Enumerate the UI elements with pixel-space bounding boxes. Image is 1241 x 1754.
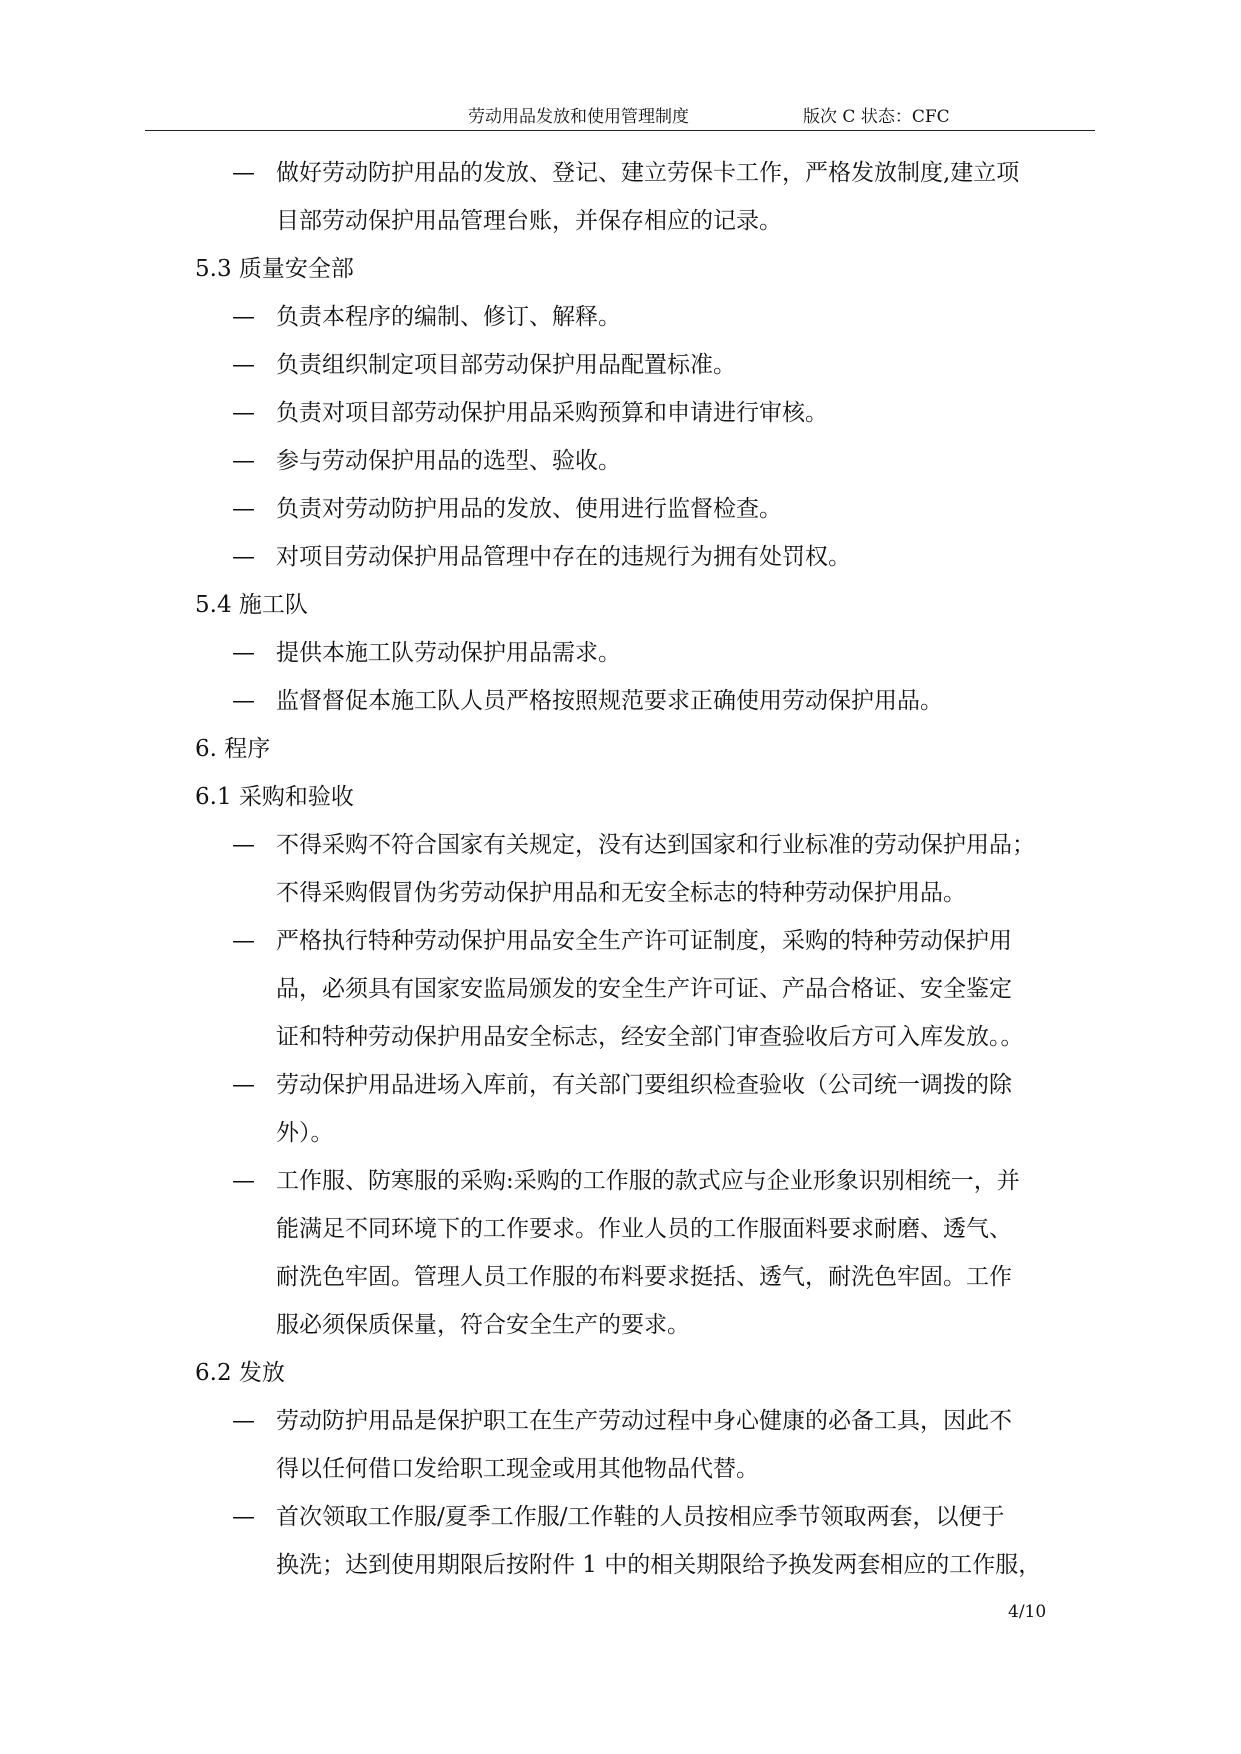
list-item-line: 换洗；达到使用期限后按附件 1 中的相关期限给予换发两套相应的工作服，	[276, 1552, 1042, 1578]
bullet-dash: —	[232, 1408, 255, 1434]
bullet-dash: —	[232, 688, 255, 714]
list-item-line: 参与劳动保护用品的选型、验收。	[276, 448, 621, 474]
list-item-line: 负责组织制定项目部劳动保护用品配置标准。	[276, 352, 736, 378]
list-item-line: 工作服、防寒服的采购:采购的工作服的款式应与企业形象识别相统一，并	[276, 1168, 1020, 1194]
list-item-line: 目部劳动保护用品管理台账，并保存相应的记录。	[276, 208, 782, 234]
bullet-dash: —	[232, 160, 255, 186]
list-item-line: 监督督促本施工队人员严格按照规范要求正确使用劳动保护用品。	[276, 688, 943, 714]
list-item-line: 负责对劳动防护用品的发放、使用进行监督检查。	[276, 496, 782, 522]
list-item-line: 耐洗色牢固。管理人员工作服的布料要求挺括、透气，耐洗色牢固。工作	[276, 1264, 1012, 1290]
page-header	[145, 92, 1095, 131]
list-item-line: 负责本程序的编制、修订、解释。	[276, 304, 621, 330]
bullet-dash: —	[232, 304, 255, 330]
list-item-line: 得以任何借口发给职工现金或用其他物品代替。	[276, 1456, 759, 1482]
list-item-line: 首次领取工作服/夏季工作服/工作鞋的人员按相应季节领取两套，以便于	[276, 1504, 1005, 1530]
section-heading: 5.4 施工队	[195, 592, 308, 618]
bullet-dash: —	[232, 1072, 255, 1098]
bullet-dash: —	[232, 352, 255, 378]
list-item-line: 能满足不同环境下的工作要求。作业人员的工作服面料要求耐磨、透气、	[276, 1216, 1012, 1242]
document-version: 版次 C 状态：CFC	[803, 107, 950, 127]
list-item-line: 严格执行特种劳动保护用品安全生产许可证制度，采购的特种劳动保护用	[276, 928, 1012, 954]
bullet-dash: —	[232, 544, 255, 570]
page-number: 4/10	[1008, 1602, 1047, 1622]
document-title: 劳动用品发放和使用管理制度	[468, 107, 689, 127]
list-item-line: 对项目劳动保护用品管理中存在的违规行为拥有处罚权。	[276, 544, 851, 570]
list-item-line: 不得采购不符合国家有关规定，没有达到国家和行业标准的劳动保护用品；	[276, 832, 1035, 858]
bullet-dash: —	[232, 448, 255, 474]
section-heading: 6.1 采购和验收	[195, 784, 354, 810]
section-heading: 6. 程序	[195, 736, 271, 762]
list-item-line: 劳动保护用品进场入库前，有关部门要组织检查验收（公司统一调拨的除	[276, 1072, 1012, 1098]
section-heading: 6.2 发放	[195, 1360, 285, 1386]
list-item-line: 提供本施工队劳动保护用品需求。	[276, 640, 621, 666]
bullet-dash: —	[232, 832, 255, 858]
list-item-line: 做好劳动防护用品的发放、登记、建立劳保卡工作，严格发放制度,建立项	[276, 160, 1020, 186]
section-heading: 5.3 质量安全部	[195, 256, 354, 282]
bullet-dash: —	[232, 1504, 255, 1530]
bullet-dash: —	[232, 1168, 255, 1194]
bullet-dash: —	[232, 928, 255, 954]
list-item-line: 服必须保质保量，符合安全生产的要求。	[276, 1312, 690, 1338]
list-item-line: 外）。	[276, 1120, 334, 1146]
bullet-dash: —	[232, 400, 255, 426]
list-item-line: 不得采购假冒伪劣劳动保护用品和无安全标志的特种劳动保护用品。	[276, 880, 966, 906]
list-item-line: 品，必须具有国家安监局颁发的安全生产许可证、产品合格证、安全鉴定	[276, 976, 1012, 1002]
list-item-line: 劳动防护用品是保护职工在生产劳动过程中身心健康的必备工具，因此不	[276, 1408, 1012, 1434]
bullet-dash: —	[232, 640, 255, 666]
list-item-line: 负责对项目部劳动保护用品采购预算和申请进行审核。	[276, 400, 828, 426]
list-item-line: 证和特种劳动保护用品安全标志，经安全部门审查验收后方可入库发放。。	[276, 1024, 1024, 1050]
bullet-dash: —	[232, 496, 255, 522]
